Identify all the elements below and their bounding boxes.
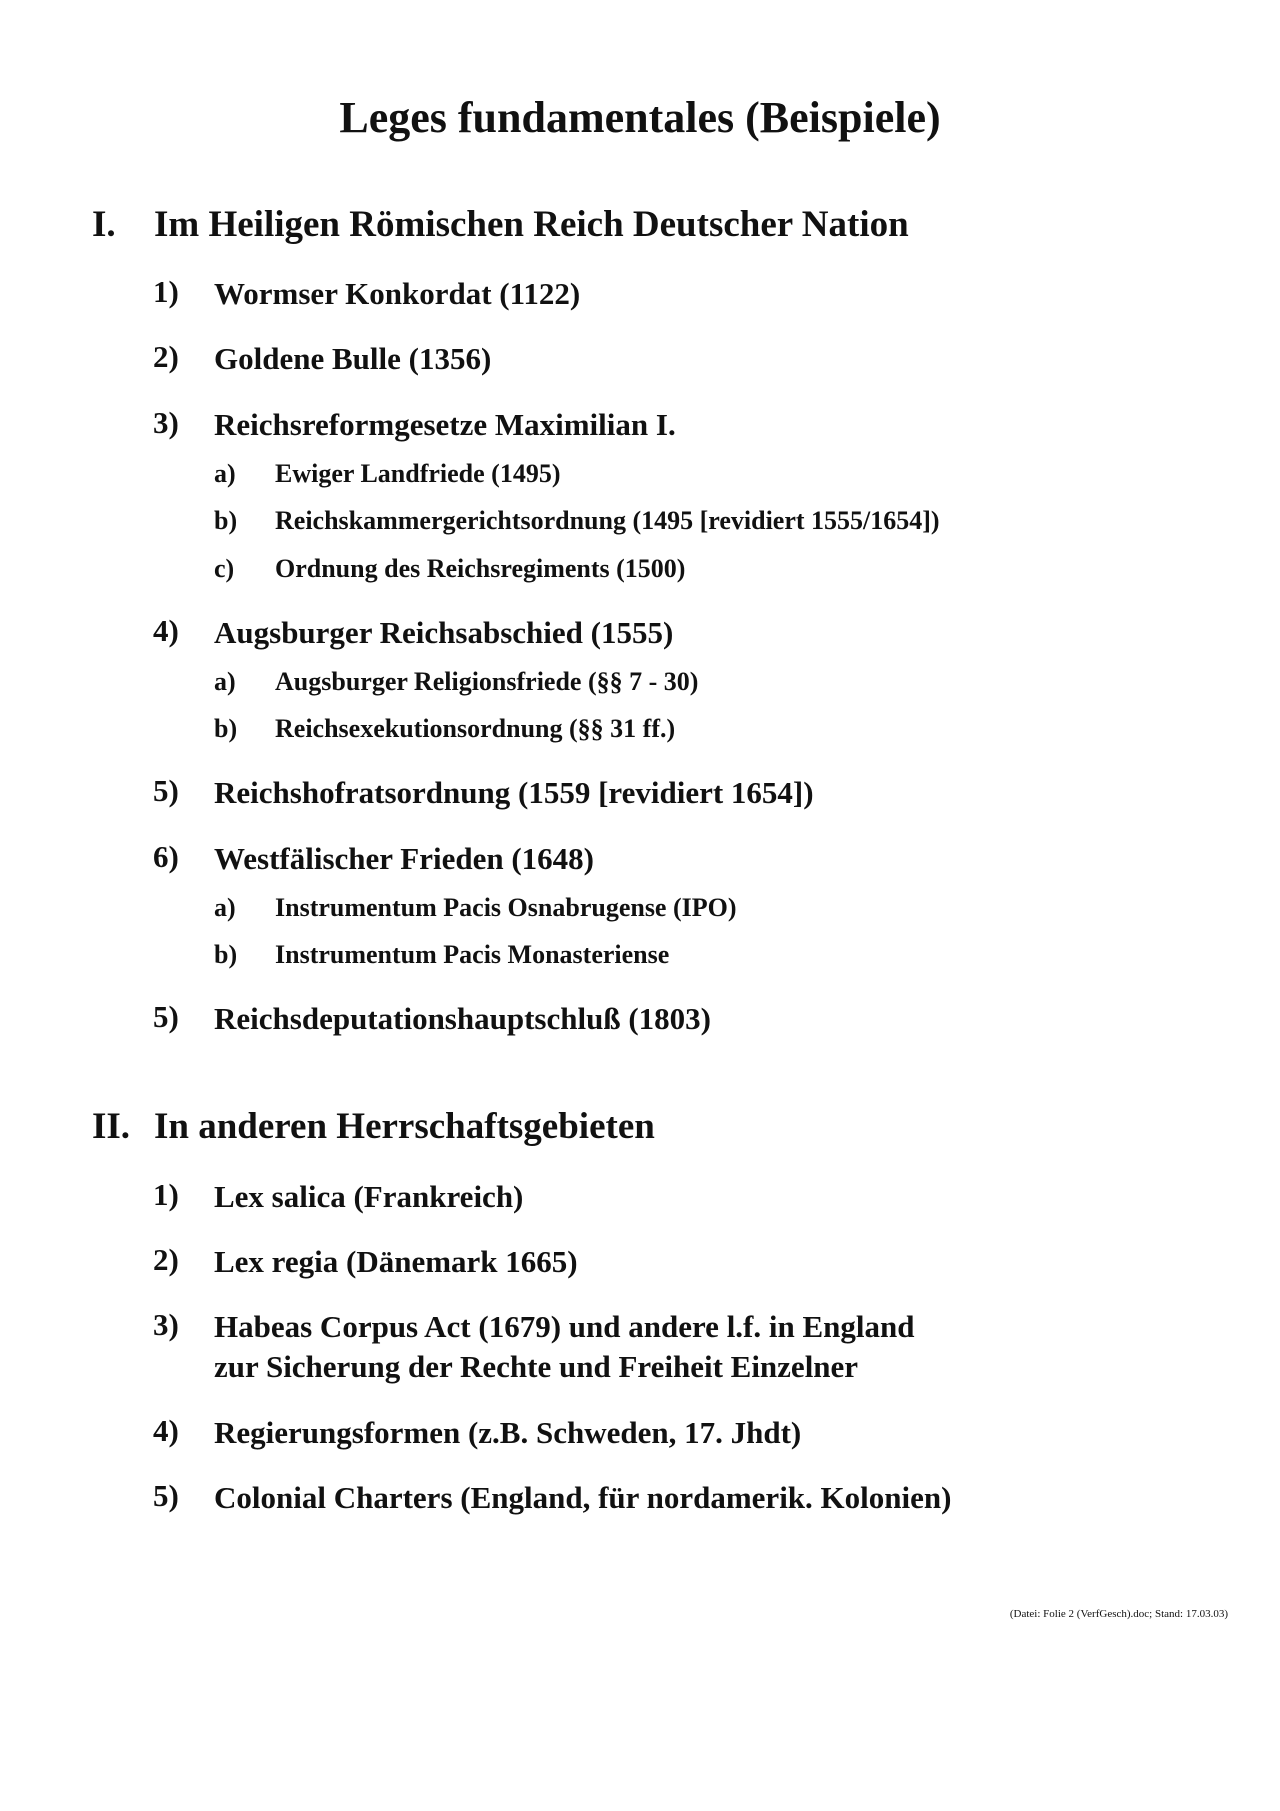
list-item-number: 3) xyxy=(153,405,179,440)
sub-item-letter: a) xyxy=(214,667,236,696)
file-footer: (Datei: Folie 2 (VerfGesch).doc; Stand: 17.03.03) xyxy=(1009,1608,1228,1620)
sub-item-letter: b) xyxy=(214,714,238,743)
sub-item-text: Ordnung des Reichsregiments (1500) xyxy=(275,554,686,583)
list-item-text: Lex salica (Frankreich) xyxy=(214,1179,524,1214)
sub-item-text: Ewiger Landfriede (1495) xyxy=(275,459,561,488)
section-number: II. xyxy=(92,1106,131,1147)
list-item-text: Reichsreformgesetze Maximilian I. xyxy=(214,407,676,442)
page-title: Leges fundamentales (Beispiele) xyxy=(339,93,941,142)
list-item-number: 1) xyxy=(153,1177,179,1212)
list-item-number: 1) xyxy=(153,274,179,309)
section-title: In anderen Herrschaftsgebieten xyxy=(154,1106,655,1147)
sub-item-letter: a) xyxy=(214,893,236,922)
list-item-text: Regierungsformen (z.B. Schweden, 17. Jhdt) xyxy=(214,1415,802,1450)
list-item-text: Reichshofratsordnung (1559 [revidiert 1654]) xyxy=(214,775,814,810)
sub-item-text: Instrumentum Pacis Monasteriense xyxy=(275,940,670,969)
list-item-text: Wormser Konkordat (1122) xyxy=(214,276,581,311)
list-item-number: 5) xyxy=(153,773,179,808)
list-item-text: Westfälischer Frieden (1648) xyxy=(214,841,594,876)
list-item-number: 3) xyxy=(153,1307,179,1342)
section-title: Im Heiligen Römischen Reich Deutscher Nation xyxy=(154,204,909,245)
sub-item-letter: c) xyxy=(214,554,235,583)
list-item-text: Goldene Bulle (1356) xyxy=(214,341,492,376)
list-item-number: 5) xyxy=(153,999,179,1034)
list-item-number: 5) xyxy=(153,1478,179,1513)
sub-item-letter: a) xyxy=(214,459,236,488)
sub-item-letter: b) xyxy=(214,506,238,535)
list-item-text: Colonial Charters (England, für nordamerik. Kolonien) xyxy=(214,1480,952,1515)
list-item-text: Habeas Corpus Act (1679) und andere l.f. in England xyxy=(214,1309,915,1344)
list-item-number: 6) xyxy=(153,839,179,874)
list-item-number: 4) xyxy=(153,1413,179,1448)
section-number: I. xyxy=(92,204,116,245)
sub-item-text: Instrumentum Pacis Osnabrugense (IPO) xyxy=(275,893,737,922)
list-item-text: Reichsdeputationshauptschluß (1803) xyxy=(214,1001,711,1036)
list-item-number: 4) xyxy=(153,613,179,648)
list-item-text: Lex regia (Dänemark 1665) xyxy=(214,1244,578,1279)
sub-item-letter: b) xyxy=(214,940,238,969)
sub-item-text: Reichskammergerichtsordnung (1495 [revidiert 1555/1654]) xyxy=(275,506,940,535)
list-item-number: 2) xyxy=(153,1242,179,1277)
sub-item-text: Reichsexekutionsordnung (§§ 31 ff.) xyxy=(275,714,676,743)
sub-item-text: Augsburger Religionsfriede (§§ 7 - 30) xyxy=(275,667,699,696)
list-item-text: Augsburger Reichsabschied (1555) xyxy=(214,615,674,650)
list-item-text: zur Sicherung der Rechte und Freiheit Einzelner xyxy=(214,1349,859,1384)
list-item-number: 2) xyxy=(153,339,179,374)
